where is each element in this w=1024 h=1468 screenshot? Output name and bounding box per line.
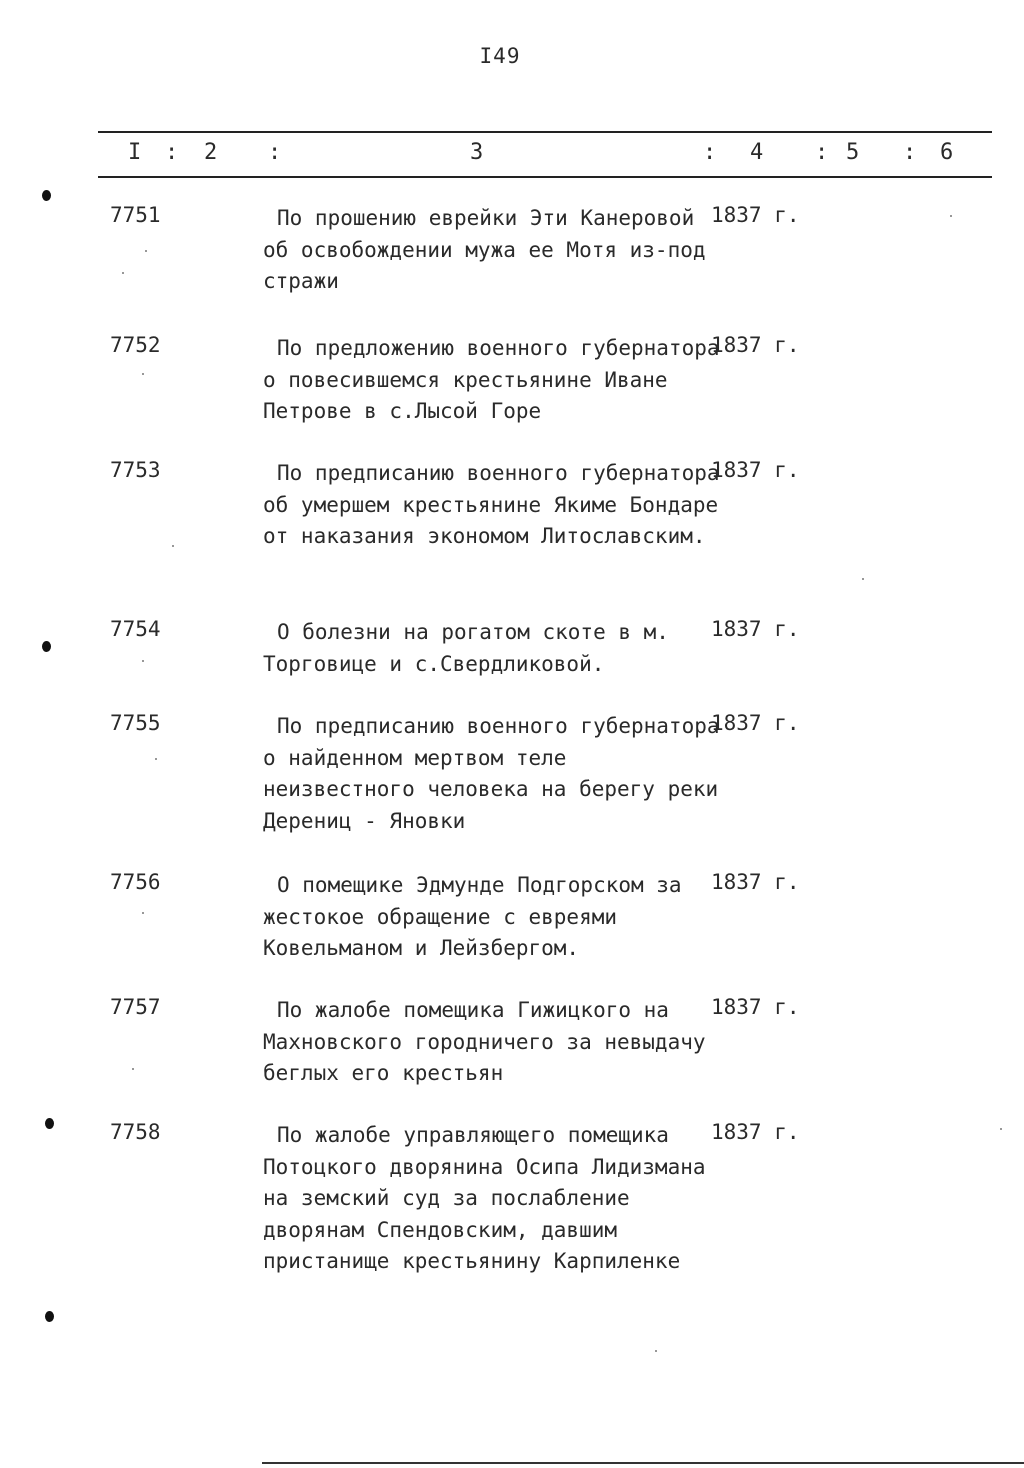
binding-hole-mark: [45, 1118, 54, 1129]
page-bottom-edge: [262, 1462, 1024, 1464]
entry-date: 1837 г.: [711, 870, 800, 894]
column-separator: :: [703, 140, 717, 165]
scan-speck: [1000, 1128, 1002, 1130]
column-header-1: I: [128, 140, 142, 165]
scan-speck: [142, 373, 144, 375]
entry-description: По прошению еврейки Эти Канеровой об освобождении мужа ее Мотя из-под стражи: [263, 206, 706, 293]
scan-speck: [155, 758, 157, 760]
scan-speck: [655, 1350, 657, 1352]
column-header-4: 4: [750, 140, 764, 165]
entry-number: 7753: [110, 458, 161, 482]
entry-number: 7754: [110, 617, 161, 641]
entry-date: 1837 г.: [711, 1120, 800, 1144]
entry-description: По предложению военного губернатора о повесившемся крестьянине Иване Петрове в с.Лысой Горе: [263, 336, 720, 423]
entry-description: О помещике Эдмунде Подгорском за жестокое обращение с евреями Ковельманом и Лейзбергом.: [263, 873, 682, 960]
scan-speck: [950, 215, 952, 217]
column-header-6: 6: [940, 140, 954, 165]
column-separator: :: [815, 140, 829, 165]
column-header-5: 5: [846, 140, 860, 165]
column-separator: :: [903, 140, 917, 165]
entry-date: 1837 г.: [711, 458, 800, 482]
entry-description: По жалобе помещика Гижицкого на Махновского городничего за невыдачу беглых его крестьян: [263, 998, 706, 1085]
binding-hole-mark: [42, 641, 51, 652]
entry-number: 7755: [110, 711, 161, 735]
column-header-3: 3: [470, 140, 484, 165]
scan-speck: [145, 250, 147, 252]
entry-date: 1837 г.: [711, 711, 800, 735]
scan-speck: [122, 272, 124, 274]
entry-date: 1837 г.: [711, 995, 800, 1019]
entry-description: О болезни на рогатом скоте в м. Торговице и с.Свердликовой.: [263, 620, 669, 676]
entry-description: По жалобе управляющего помещика Потоцкого дворянина Осипа Лидизмана на земский суд за послабление дворянам Спендовским, давшим пристанище крестьянину Карпиленке: [263, 1123, 706, 1273]
scan-speck: [172, 545, 174, 547]
column-header-row: [0, 140, 1024, 170]
entry-date: 1837 г.: [711, 333, 800, 357]
page-number: I49: [479, 44, 521, 68]
scan-speck: [862, 578, 864, 580]
column-separator: :: [165, 140, 179, 165]
binding-hole-mark: [45, 1311, 54, 1322]
entry-date: 1837 г.: [711, 617, 800, 641]
entry-description: По предписанию военного губернатора о найденном мертвом теле неизвестного человека на берегу реки Дерениц - Яновки: [263, 714, 720, 833]
scan-speck: [142, 660, 144, 662]
header-top-rule: [98, 131, 992, 133]
entry-number: 7751: [110, 203, 161, 227]
entry-number: 7752: [110, 333, 161, 357]
entry-number: 7756: [110, 870, 161, 894]
binding-hole-mark: [42, 190, 51, 201]
entry-description: По предписанию военного губернатора об умершем крестьянине Якиме Бондаре от наказания экономом Литославским.: [263, 461, 720, 548]
entry-number: 7758: [110, 1120, 161, 1144]
scan-speck: [142, 912, 144, 914]
entry-number: 7757: [110, 995, 161, 1019]
scan-speck: [132, 1068, 134, 1070]
entry-date: 1837 г.: [711, 203, 800, 227]
header-bottom-rule: [98, 176, 992, 178]
column-separator: :: [268, 140, 282, 165]
column-header-2: 2: [204, 140, 218, 165]
